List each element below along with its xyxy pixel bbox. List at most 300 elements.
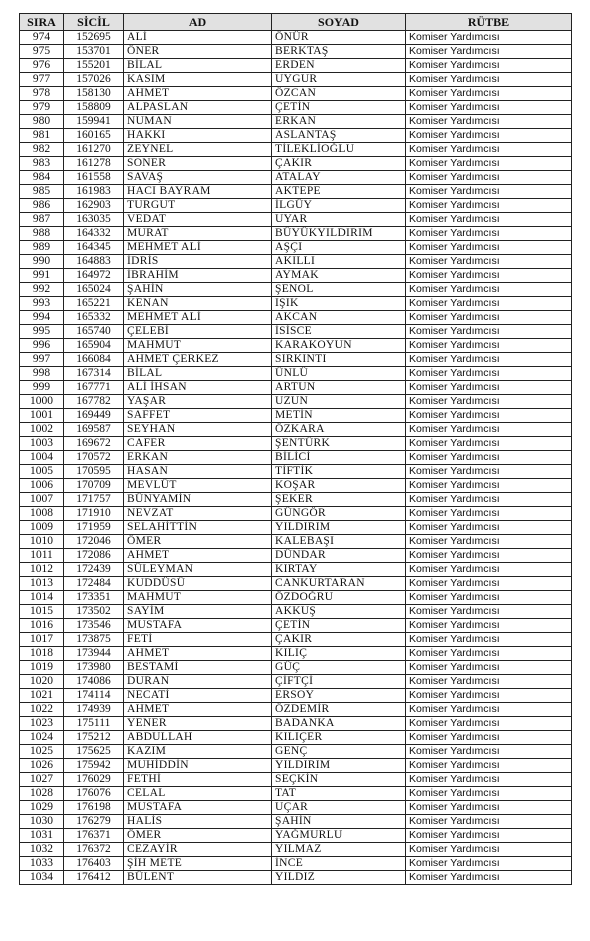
rutbe-cell: Komiser Yardımcısı [406, 549, 572, 563]
soyad-cell: ŞENOL [272, 283, 406, 297]
soyad-cell: DÜNDAR [272, 549, 406, 563]
soyad-cell: ERKAN [272, 115, 406, 129]
soyad-cell: GÜÇ [272, 661, 406, 675]
sira-cell: 988 [20, 227, 64, 241]
column-header-sicil: SİCİL [64, 14, 124, 31]
rutbe-cell: Komiser Yardımcısı [406, 605, 572, 619]
table-row [20, 297, 572, 311]
rutbe-cell: Komiser Yardımcısı [406, 871, 572, 885]
rutbe-cell: Komiser Yardımcısı [406, 143, 572, 157]
ad-cell: MURAT [124, 227, 272, 241]
table-row [20, 395, 572, 409]
ad-cell: İBRAHİM [124, 269, 272, 283]
soyad-cell: ÖZDEMİR [272, 703, 406, 717]
rutbe-cell: Komiser Yardımcısı [406, 521, 572, 535]
rutbe-cell: Komiser Yardımcısı [406, 745, 572, 759]
ad-cell: MUSTAFA [124, 801, 272, 815]
sicil-cell: 175212 [64, 731, 124, 745]
table-row [20, 59, 572, 73]
ad-cell: CELAL [124, 787, 272, 801]
table-row [20, 717, 572, 731]
table-row [20, 759, 572, 773]
rutbe-cell: Komiser Yardımcısı [406, 689, 572, 703]
table-row [20, 549, 572, 563]
soyad-cell: ATALAY [272, 171, 406, 185]
sira-cell: 996 [20, 339, 64, 353]
soyad-cell: CANKURTARAN [272, 577, 406, 591]
table-row [20, 689, 572, 703]
ad-cell: NECATİ [124, 689, 272, 703]
sicil-cell: 170595 [64, 465, 124, 479]
sira-cell: 989 [20, 241, 64, 255]
rutbe-cell: Komiser Yardımcısı [406, 423, 572, 437]
rutbe-cell: Komiser Yardımcısı [406, 577, 572, 591]
sira-cell: 1020 [20, 675, 64, 689]
soyad-cell: ARTUN [272, 381, 406, 395]
ad-cell: ERKAN [124, 451, 272, 465]
sira-cell: 1015 [20, 605, 64, 619]
rutbe-cell: Komiser Yardımcısı [406, 381, 572, 395]
soyad-cell: TİLEKLİOĞLU [272, 143, 406, 157]
sira-cell: 1000 [20, 395, 64, 409]
rutbe-cell: Komiser Yardımcısı [406, 325, 572, 339]
soyad-cell: KALEBAŞI [272, 535, 406, 549]
rutbe-cell: Komiser Yardımcısı [406, 619, 572, 633]
sicil-cell: 174086 [64, 675, 124, 689]
table-row [20, 325, 572, 339]
sicil-cell: 173875 [64, 633, 124, 647]
sicil-cell: 169587 [64, 423, 124, 437]
soyad-cell: YILMAZ [272, 843, 406, 857]
sira-cell: 975 [20, 45, 64, 59]
ad-cell: ALİ [124, 31, 272, 45]
soyad-cell: İSİSCE [272, 325, 406, 339]
sicil-cell: 164883 [64, 255, 124, 269]
rutbe-cell: Komiser Yardımcısı [406, 787, 572, 801]
soyad-cell: AKKUŞ [272, 605, 406, 619]
sicil-cell: 171959 [64, 521, 124, 535]
sira-cell: 991 [20, 269, 64, 283]
sicil-cell: 163035 [64, 213, 124, 227]
rutbe-cell: Komiser Yardımcısı [406, 507, 572, 521]
ad-cell: KENAN [124, 297, 272, 311]
column-header-rutbe: RÜTBE [406, 14, 572, 31]
sicil-cell: 164345 [64, 241, 124, 255]
sira-cell: 1018 [20, 647, 64, 661]
ad-cell: HALİS [124, 815, 272, 829]
rutbe-cell: Komiser Yardımcısı [406, 717, 572, 731]
table-row [20, 591, 572, 605]
sicil-cell: 172484 [64, 577, 124, 591]
rutbe-cell: Komiser Yardımcısı [406, 773, 572, 787]
soyad-cell: ERDEN [272, 59, 406, 73]
sicil-cell: 167771 [64, 381, 124, 395]
table-row [20, 745, 572, 759]
rutbe-cell: Komiser Yardımcısı [406, 283, 572, 297]
ad-cell: SELAHİTTİN [124, 521, 272, 535]
ad-cell: MAHMUT [124, 591, 272, 605]
sicil-cell: 173980 [64, 661, 124, 675]
rutbe-cell: Komiser Yardımcısı [406, 115, 572, 129]
rutbe-cell: Komiser Yardımcısı [406, 353, 572, 367]
ad-cell: KASIM [124, 73, 272, 87]
table-body [20, 31, 572, 885]
soyad-cell: IŞIK [272, 297, 406, 311]
table-row [20, 87, 572, 101]
sira-cell: 1029 [20, 801, 64, 815]
sicil-cell: 158809 [64, 101, 124, 115]
table-row [20, 661, 572, 675]
soyad-cell: ÖNÜR [272, 31, 406, 45]
rutbe-cell: Komiser Yardımcısı [406, 759, 572, 773]
sicil-cell: 175625 [64, 745, 124, 759]
soyad-cell: ÜNLÜ [272, 367, 406, 381]
sira-cell: 1030 [20, 815, 64, 829]
sicil-cell: 164332 [64, 227, 124, 241]
sicil-cell: 176076 [64, 787, 124, 801]
sicil-cell: 161983 [64, 185, 124, 199]
ad-cell: MEHMET ALİ [124, 311, 272, 325]
soyad-cell: TİFTİK [272, 465, 406, 479]
rutbe-cell: Komiser Yardımcısı [406, 73, 572, 87]
table-row [20, 157, 572, 171]
table-row [20, 787, 572, 801]
table-row [20, 409, 572, 423]
sicil-cell: 166084 [64, 353, 124, 367]
ad-cell: DURAN [124, 675, 272, 689]
soyad-cell: SIRKINTI [272, 353, 406, 367]
sicil-cell: 167314 [64, 367, 124, 381]
sira-cell: 978 [20, 87, 64, 101]
sira-cell: 1005 [20, 465, 64, 479]
table-row [20, 577, 572, 591]
rutbe-cell: Komiser Yardımcısı [406, 227, 572, 241]
table-row [20, 311, 572, 325]
ad-cell: YENER [124, 717, 272, 731]
soyad-cell: YILDIZ [272, 871, 406, 885]
soyad-cell: BÜYÜKYILDIRIM [272, 227, 406, 241]
ad-cell: BESTAMİ [124, 661, 272, 675]
ad-cell: İDRİS [124, 255, 272, 269]
soyad-cell: GÜNGÖR [272, 507, 406, 521]
sicil-cell: 176279 [64, 815, 124, 829]
rutbe-cell: Komiser Yardımcısı [406, 465, 572, 479]
rutbe-cell: Komiser Yardımcısı [406, 129, 572, 143]
table-row [20, 479, 572, 493]
soyad-cell: ÖZKARA [272, 423, 406, 437]
soyad-cell: İNCE [272, 857, 406, 871]
table-row [20, 437, 572, 451]
table-row [20, 451, 572, 465]
sira-cell: 997 [20, 353, 64, 367]
sira-cell: 1022 [20, 703, 64, 717]
table-row [20, 843, 572, 857]
soyad-cell: ŞENTÜRK [272, 437, 406, 451]
sira-cell: 1023 [20, 717, 64, 731]
soyad-cell: METİN [272, 409, 406, 423]
table-row [20, 731, 572, 745]
soyad-cell: ÇETİN [272, 619, 406, 633]
ad-cell: SAYİM [124, 605, 272, 619]
sicil-cell: 165024 [64, 283, 124, 297]
soyad-cell: ÇİFTÇİ [272, 675, 406, 689]
ad-cell: VEDAT [124, 213, 272, 227]
soyad-cell: KIRTAY [272, 563, 406, 577]
ad-cell: SEYHAN [124, 423, 272, 437]
sira-cell: 1010 [20, 535, 64, 549]
sicil-cell: 176371 [64, 829, 124, 843]
sira-cell: 987 [20, 213, 64, 227]
rutbe-cell: Komiser Yardımcısı [406, 31, 572, 45]
sira-cell: 1001 [20, 409, 64, 423]
sira-cell: 990 [20, 255, 64, 269]
soyad-cell: ÇAKIR [272, 157, 406, 171]
sicil-cell: 172046 [64, 535, 124, 549]
soyad-cell: KOŞAR [272, 479, 406, 493]
sicil-cell: 152695 [64, 31, 124, 45]
soyad-cell: ERSOY [272, 689, 406, 703]
sira-cell: 999 [20, 381, 64, 395]
sira-cell: 1014 [20, 591, 64, 605]
sira-cell: 974 [20, 31, 64, 45]
soyad-cell: GENÇ [272, 745, 406, 759]
table-row [20, 521, 572, 535]
rutbe-cell: Komiser Yardımcısı [406, 199, 572, 213]
sira-cell: 1027 [20, 773, 64, 787]
ad-cell: ÖMER [124, 829, 272, 843]
table-row [20, 129, 572, 143]
table-row [20, 857, 572, 871]
soyad-cell: SEÇKİN [272, 773, 406, 787]
table-row [20, 367, 572, 381]
rutbe-cell: Komiser Yardımcısı [406, 59, 572, 73]
rutbe-cell: Komiser Yardımcısı [406, 829, 572, 843]
sicil-cell: 169449 [64, 409, 124, 423]
ad-cell: FETİ [124, 633, 272, 647]
sicil-cell: 165221 [64, 297, 124, 311]
soyad-cell: YILDIRIM [272, 521, 406, 535]
rutbe-cell: Komiser Yardımcısı [406, 591, 572, 605]
soyad-cell: UYGUR [272, 73, 406, 87]
ad-cell: AHMET ÇERKEZ [124, 353, 272, 367]
table-row [20, 619, 572, 633]
table-row [20, 381, 572, 395]
sira-cell: 1025 [20, 745, 64, 759]
table-row [20, 535, 572, 549]
table-header-row [20, 14, 572, 31]
sira-cell: 981 [20, 129, 64, 143]
sira-cell: 994 [20, 311, 64, 325]
sira-cell: 995 [20, 325, 64, 339]
table-row [20, 633, 572, 647]
soyad-cell: AKCAN [272, 311, 406, 325]
sira-cell: 1034 [20, 871, 64, 885]
table-row [20, 563, 572, 577]
sicil-cell: 161558 [64, 171, 124, 185]
rutbe-cell: Komiser Yardımcısı [406, 87, 572, 101]
ad-cell: AHMET [124, 87, 272, 101]
rutbe-cell: Komiser Yardımcısı [406, 535, 572, 549]
sira-cell: 985 [20, 185, 64, 199]
ad-cell: YAŞAR [124, 395, 272, 409]
soyad-cell: KARAKOYUN [272, 339, 406, 353]
sicil-cell: 155201 [64, 59, 124, 73]
sira-cell: 1021 [20, 689, 64, 703]
rutbe-cell: Komiser Yardımcısı [406, 801, 572, 815]
ad-cell: AHMET [124, 703, 272, 717]
table-row [20, 703, 572, 717]
table-row [20, 171, 572, 185]
ad-cell: BÜLENT [124, 871, 272, 885]
rutbe-cell: Komiser Yardımcısı [406, 157, 572, 171]
soyad-cell: ŞAHİN [272, 815, 406, 829]
sira-cell: 1026 [20, 759, 64, 773]
sira-cell: 1009 [20, 521, 64, 535]
rutbe-cell: Komiser Yardımcısı [406, 367, 572, 381]
rutbe-cell: Komiser Yardımcısı [406, 395, 572, 409]
sira-cell: 1007 [20, 493, 64, 507]
table-row [20, 241, 572, 255]
ad-cell: HASAN [124, 465, 272, 479]
column-header-sira: SIRA [20, 14, 64, 31]
sicil-cell: 158130 [64, 87, 124, 101]
ad-cell: ŞİH METE [124, 857, 272, 871]
table-row [20, 31, 572, 45]
table-row [20, 45, 572, 59]
sicil-cell: 174114 [64, 689, 124, 703]
sicil-cell: 170709 [64, 479, 124, 493]
soyad-cell: YILDIRIM [272, 759, 406, 773]
table-row [20, 507, 572, 521]
column-header-soyad: SOYAD [272, 14, 406, 31]
sira-cell: 1003 [20, 437, 64, 451]
sicil-cell: 153701 [64, 45, 124, 59]
sira-cell: 1016 [20, 619, 64, 633]
sicil-cell: 160165 [64, 129, 124, 143]
sira-cell: 1012 [20, 563, 64, 577]
sicil-cell: 165904 [64, 339, 124, 353]
sicil-cell: 172439 [64, 563, 124, 577]
sira-cell: 1004 [20, 451, 64, 465]
sira-cell: 983 [20, 157, 64, 171]
sira-cell: 998 [20, 367, 64, 381]
table-row [20, 283, 572, 297]
sira-cell: 980 [20, 115, 64, 129]
personnel-table [19, 13, 572, 885]
table-row [20, 199, 572, 213]
sicil-cell: 176372 [64, 843, 124, 857]
sira-cell: 1032 [20, 843, 64, 857]
ad-cell: BİLAL [124, 59, 272, 73]
soyad-cell: AYMAK [272, 269, 406, 283]
sira-cell: 979 [20, 101, 64, 115]
soyad-cell: BİLİCİ [272, 451, 406, 465]
rutbe-cell: Komiser Yardımcısı [406, 479, 572, 493]
rutbe-cell: Komiser Yardımcısı [406, 255, 572, 269]
sicil-cell: 173944 [64, 647, 124, 661]
rutbe-cell: Komiser Yardımcısı [406, 241, 572, 255]
sicil-cell: 174939 [64, 703, 124, 717]
table-row [20, 353, 572, 367]
sicil-cell: 164972 [64, 269, 124, 283]
rutbe-cell: Komiser Yardımcısı [406, 185, 572, 199]
sira-cell: 1028 [20, 787, 64, 801]
soyad-cell: YAĞMURLU [272, 829, 406, 843]
sicil-cell: 162903 [64, 199, 124, 213]
soyad-cell: AŞÇI [272, 241, 406, 255]
sira-cell: 982 [20, 143, 64, 157]
ad-cell: NUMAN [124, 115, 272, 129]
soyad-cell: BADANKA [272, 717, 406, 731]
ad-cell: MEVLÜT [124, 479, 272, 493]
ad-cell: NEVZAT [124, 507, 272, 521]
sira-cell: 1002 [20, 423, 64, 437]
ad-cell: ZEYNEL [124, 143, 272, 157]
rutbe-cell: Komiser Yardımcısı [406, 563, 572, 577]
soyad-cell: İLGÜY [272, 199, 406, 213]
sicil-cell: 165332 [64, 311, 124, 325]
rutbe-cell: Komiser Yardımcısı [406, 633, 572, 647]
soyad-cell: KILIÇER [272, 731, 406, 745]
rutbe-cell: Komiser Yardımcısı [406, 703, 572, 717]
sicil-cell: 171910 [64, 507, 124, 521]
rutbe-cell: Komiser Yardımcısı [406, 647, 572, 661]
rutbe-cell: Komiser Yardımcısı [406, 101, 572, 115]
soyad-cell: UZUN [272, 395, 406, 409]
soyad-cell: AKILLI [272, 255, 406, 269]
ad-cell: MEHMET ALİ [124, 241, 272, 255]
table-row [20, 339, 572, 353]
rutbe-cell: Komiser Yardımcısı [406, 731, 572, 745]
table-row [20, 801, 572, 815]
rutbe-cell: Komiser Yardımcısı [406, 857, 572, 871]
ad-cell: FETHİ [124, 773, 272, 787]
sira-cell: 1006 [20, 479, 64, 493]
sicil-cell: 170572 [64, 451, 124, 465]
ad-cell: SONER [124, 157, 272, 171]
sicil-cell: 173351 [64, 591, 124, 605]
ad-cell: ŞAHİN [124, 283, 272, 297]
ad-cell: SÜLEYMAN [124, 563, 272, 577]
sira-cell: 1033 [20, 857, 64, 871]
sira-cell: 1024 [20, 731, 64, 745]
sicil-cell: 165740 [64, 325, 124, 339]
ad-cell: ABDULLAH [124, 731, 272, 745]
rutbe-cell: Komiser Yardımcısı [406, 213, 572, 227]
table-row [20, 101, 572, 115]
ad-cell: CEZAYİR [124, 843, 272, 857]
rutbe-cell: Komiser Yardımcısı [406, 269, 572, 283]
ad-cell: CAFER [124, 437, 272, 451]
sicil-cell: 167782 [64, 395, 124, 409]
rutbe-cell: Komiser Yardımcısı [406, 451, 572, 465]
soyad-cell: ÖZDOĞRU [272, 591, 406, 605]
ad-cell: MUSTAFA [124, 619, 272, 633]
soyad-cell: ÇAKIR [272, 633, 406, 647]
soyad-cell: TAT [272, 787, 406, 801]
sira-cell: 993 [20, 297, 64, 311]
sicil-cell: 176412 [64, 871, 124, 885]
rutbe-cell: Komiser Yardımcısı [406, 297, 572, 311]
soyad-cell: BERKTAŞ [272, 45, 406, 59]
sicil-cell: 176029 [64, 773, 124, 787]
ad-cell: SAFFET [124, 409, 272, 423]
table-row [20, 255, 572, 269]
sira-cell: 992 [20, 283, 64, 297]
sira-cell: 1011 [20, 549, 64, 563]
ad-cell: ÇELEBİ [124, 325, 272, 339]
soyad-cell: ÇETİN [272, 101, 406, 115]
